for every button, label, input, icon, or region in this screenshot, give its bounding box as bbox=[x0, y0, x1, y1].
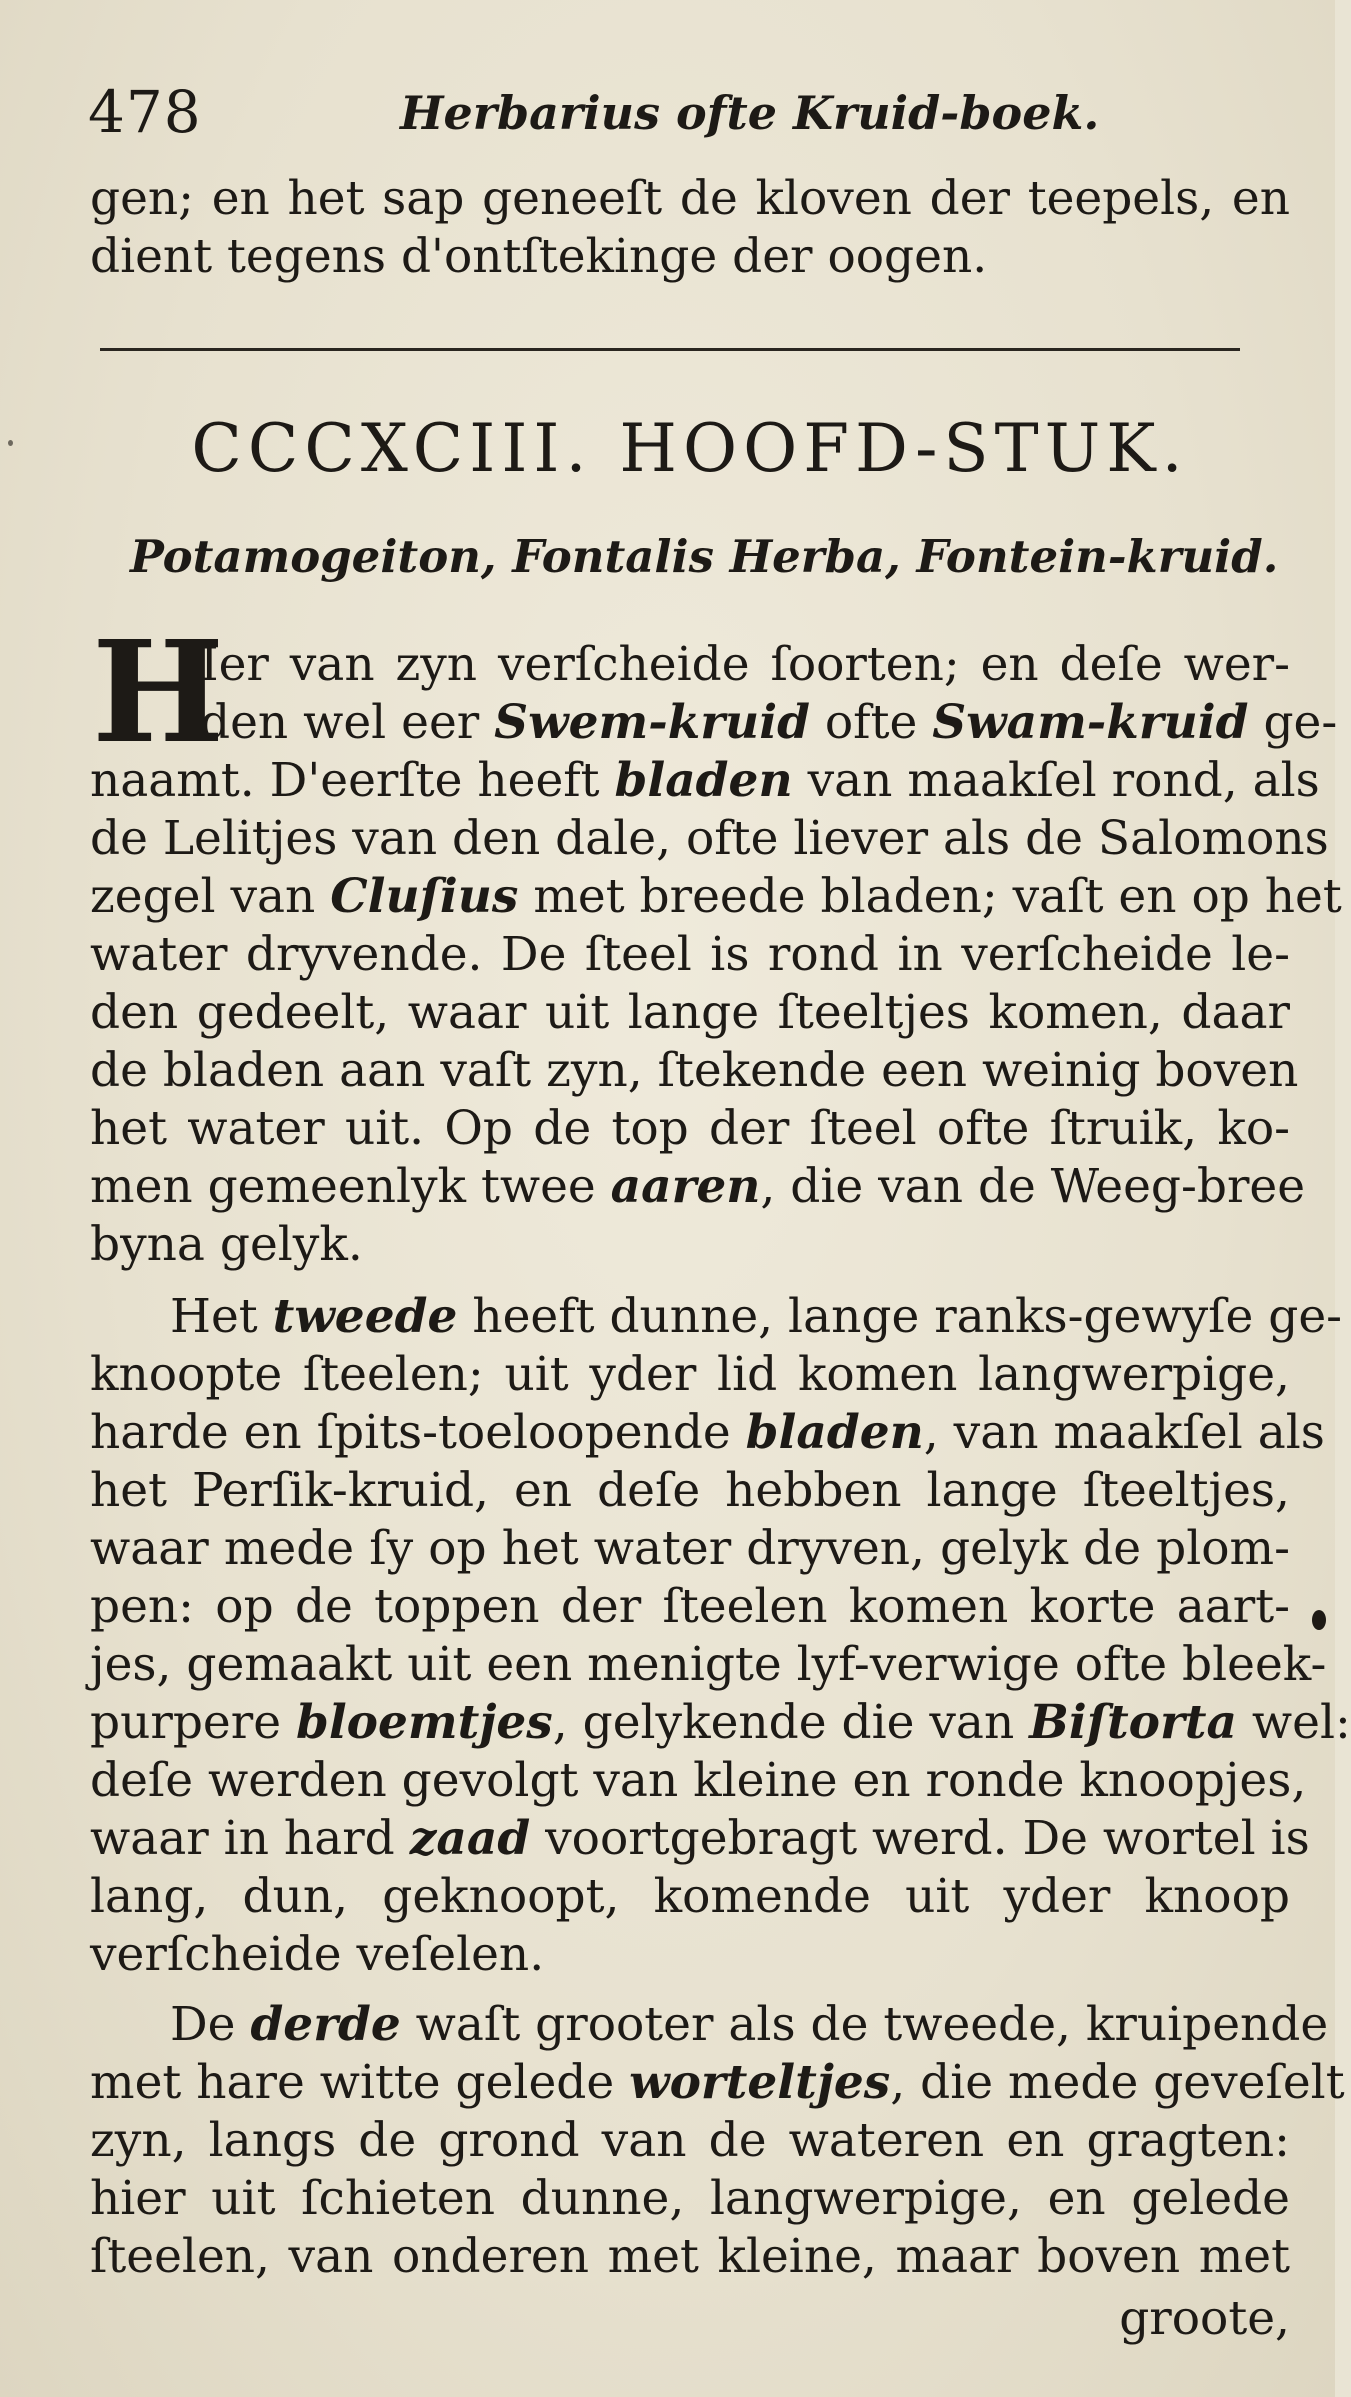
text-line: deſe werden gevolgt van kleine en ronde knoopjes, bbox=[90, 1753, 1307, 1808]
text-line: het water uit. Op de top der ſteel ofte ſtruik, ko- bbox=[90, 1101, 1290, 1156]
text-line: zyn, langs de grond van de wateren en gragten: bbox=[90, 2113, 1290, 2168]
text-line: naamt. D'eerſte heeft bladen van maakſel rond, als bbox=[90, 753, 1320, 808]
chapter-subtitle bbox=[130, 530, 1279, 583]
text-line: den wel eer Swem-kruid ofte Swam-kruid ge- bbox=[200, 695, 1338, 750]
subtitle-latin-name: Potamogeiton, bbox=[130, 530, 497, 583]
text-line: harde en ſpits-toeloopende bladen, van maakſel als bbox=[90, 1405, 1325, 1460]
text-line: water dryvende. De ſteel is rond in verſcheide le- bbox=[90, 927, 1290, 982]
text-line: Het tweede heeft dunne, lange ranks-gewyſe ge- bbox=[170, 1289, 1343, 1344]
page-header bbox=[88, 78, 1278, 148]
running-head: Herbarius ofte Kruid-boek. bbox=[400, 86, 1100, 140]
text-line: knoopte ſteelen; uit yder lid komen langwerpige, bbox=[90, 1347, 1290, 1402]
text-line: met hare witte gelede worteltjes, die mede geveſelt bbox=[90, 2055, 1345, 2110]
text-line: het Perſik-kruid, en deſe hebben lange ſteeltjes, bbox=[90, 1463, 1290, 1518]
ink-spot bbox=[8, 440, 13, 446]
text-line: ſteelen, van onderen met kleine, maar boven met bbox=[90, 2229, 1290, 2284]
text-line: pen: op de toppen der ſteelen komen korte aart- bbox=[90, 1579, 1290, 1634]
text-line: waar in hard zaad voortgebragt werd. De wortel is bbox=[90, 1811, 1310, 1866]
carryover-line: dient tegens d'ontſtekinge der oogen. bbox=[90, 229, 988, 284]
text-line: zegel van Cluſius met breede bladen; vaſt en op het bbox=[90, 869, 1342, 924]
text-line: Ier van zyn verſcheide ſoorten; en deſe wer- bbox=[200, 637, 1290, 692]
section-divider bbox=[100, 348, 1240, 351]
text-line: jes, gemaakt uit een menigte lyf-verwige ofte bleek- bbox=[90, 1637, 1327, 1692]
carryover-line: gen; en het sap geneeſt de kloven der teepels, en bbox=[90, 171, 1290, 226]
text-line: waar mede ſy op het water dryven, gelyk de plom- bbox=[90, 1521, 1290, 1576]
text-line: men gemeenlyk twee aaren, die van de Weeg-bree bbox=[90, 1159, 1306, 1214]
text-line: De derde waſt grooter als de tweede, kruipende bbox=[170, 1997, 1329, 2052]
subtitle-latin-alt: Fontalis Herba, bbox=[512, 530, 901, 583]
drop-cap: H bbox=[92, 611, 225, 775]
text-line: purpere bloemtjes, gelykende die van Biſtorta wel: bbox=[90, 1695, 1351, 1750]
subtitle-dutch-name: Fontein-kruid. bbox=[916, 530, 1279, 583]
text-line: hier uit ſchieten dunne, langwerpige, en gelede bbox=[90, 2171, 1290, 2226]
text-line: de bladen aan vaſt zyn, ſtekende een weinig boven bbox=[90, 1043, 1299, 1098]
text-line: de Lelitjes van den dale, ofte liever als de Salomons bbox=[90, 811, 1329, 866]
ink-spot bbox=[1312, 1610, 1326, 1630]
text-line: verſcheide veſelen. bbox=[90, 1927, 545, 1982]
catchword: groote, bbox=[1119, 2291, 1290, 2346]
text-line: byna gelyk. bbox=[90, 1217, 363, 1272]
text-line: lang, dun, geknoopt, komende uit yder knoop bbox=[90, 1869, 1290, 1924]
chapter-title: CCCXCIII. HOOFD-STUK. bbox=[191, 410, 1189, 487]
page-number: 478 bbox=[88, 78, 202, 146]
text-line: den gedeelt, waar uit lange ſteeltjes komen, daar bbox=[90, 985, 1290, 1040]
